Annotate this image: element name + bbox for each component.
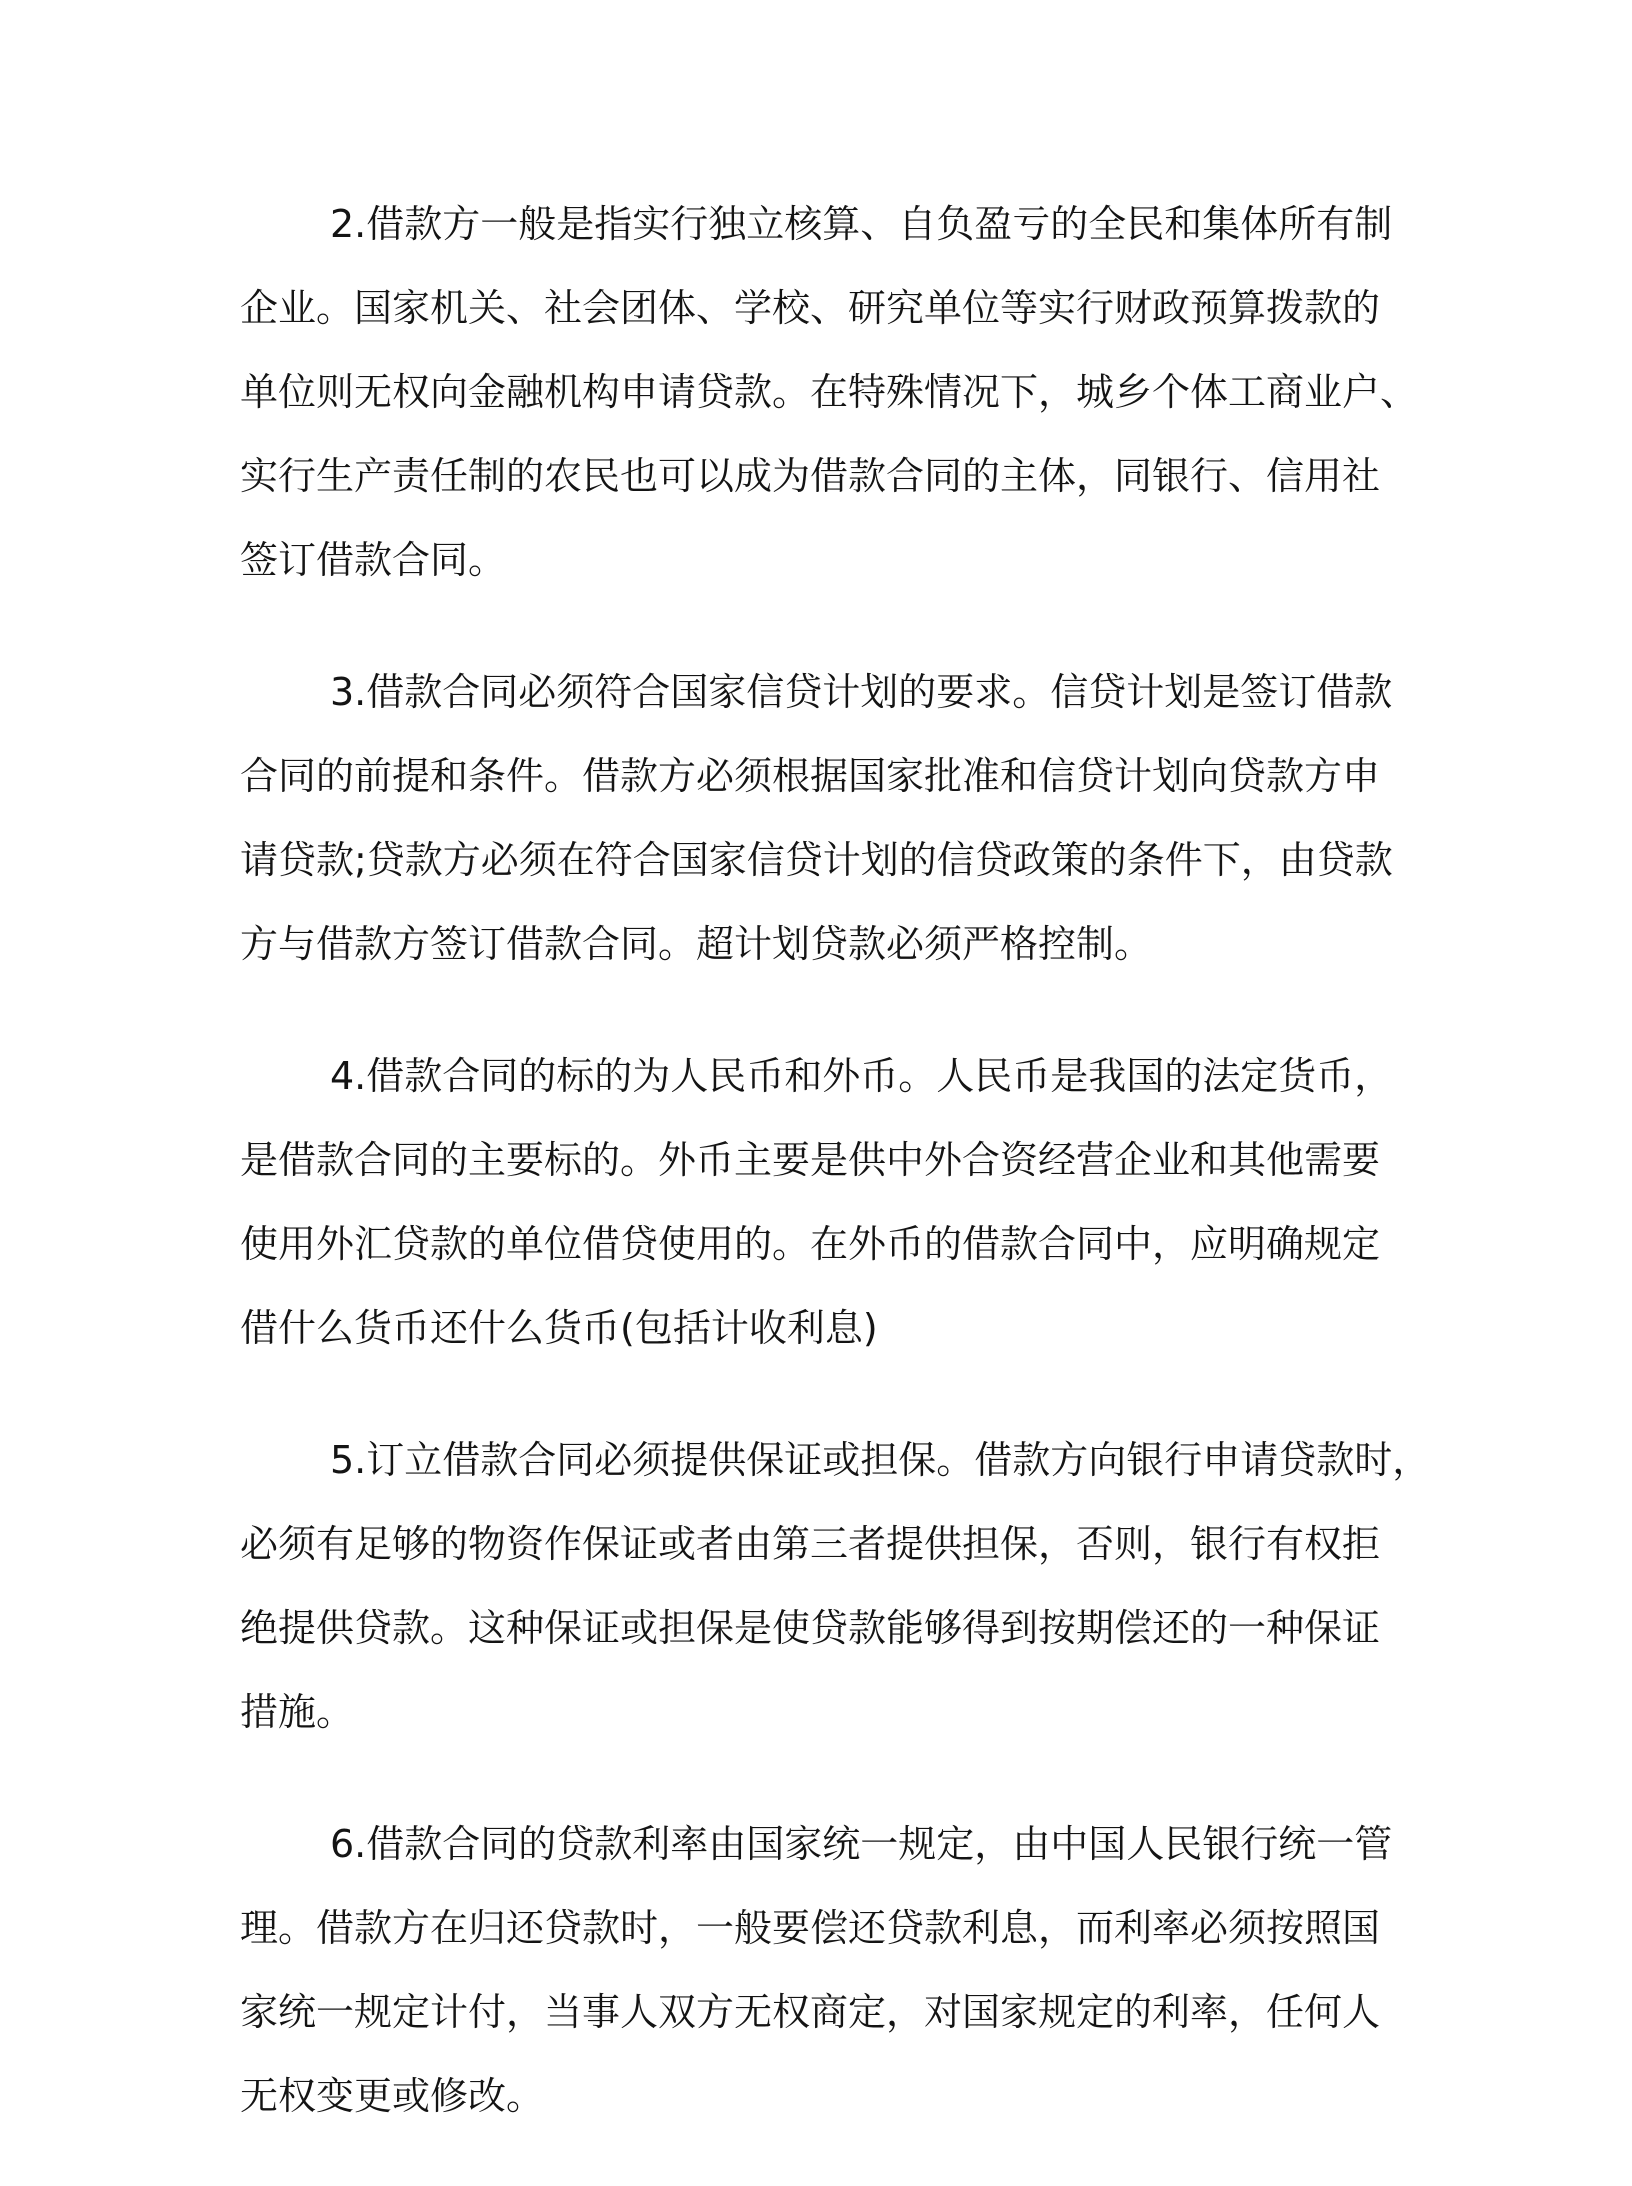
paragraph-line: 5.订立借款合同必须提供保证或担保。借款方向银行申请贷款时， — [330, 1438, 1431, 1482]
paragraph-line: 借什么货币还什么货币(包括计收利息) — [240, 1306, 878, 1350]
paragraph-line: 企业。国家机关、社会团体、学校、研究单位等实行财政预算拨款的 — [240, 286, 1381, 330]
paragraph-line: 理。借款方在归还贷款时，一般要偿还贷款利息，而利率必须按照国 — [240, 1906, 1381, 1950]
paragraph-line: 无权变更或修改。 — [240, 2074, 545, 2118]
paragraph-line: 措施。 — [240, 1690, 355, 1734]
paragraph-line: 是借款合同的主要标的。外币主要是供中外合资经营企业和其他需要 — [240, 1138, 1381, 1182]
paragraph-line: 2.借款方一般是指实行独立核算、自负盈亏的全民和集体所有制 — [330, 202, 1393, 246]
paragraph-3 — [240, 650, 1393, 986]
paragraph-4 — [240, 1034, 1393, 1370]
paragraph-line: 使用外汇贷款的单位借贷使用的。在外币的借款合同中，应明确规定 — [240, 1222, 1381, 1266]
paragraph-line: 实行生产责任制的农民也可以成为借款合同的主体，同银行、信用社 — [240, 454, 1381, 498]
document-page — [240, 182, 1431, 2186]
paragraph-line: 4.借款合同的标的为人民币和外币。人民币是我国的法定货币， — [330, 1054, 1393, 1098]
paragraph-line: 合同的前提和条件。借款方必须根据国家批准和信贷计划向贷款方申 — [240, 754, 1381, 798]
paragraph-2 — [240, 182, 1419, 602]
paragraph-6 — [240, 1802, 1393, 2138]
paragraph-line: 6.借款合同的贷款利率由国家统一规定，由中国人民银行统一管 — [330, 1822, 1393, 1866]
paragraph-line: 方与借款方签订借款合同。超计划贷款必须严格控制。 — [240, 922, 1153, 966]
paragraph-line: 请贷款;贷款方必须在符合国家信贷计划的信贷政策的条件下，由贷款 — [240, 838, 1393, 882]
paragraph-5 — [240, 1418, 1431, 1754]
paragraph-line: 必须有足够的物资作保证或者由第三者提供担保，否则，银行有权拒 — [240, 1522, 1381, 1566]
paragraph-line: 家统一规定计付，当事人双方无权商定，对国家规定的利率，任何人 — [240, 1990, 1381, 2034]
paragraph-line: 绝提供贷款。这种保证或担保是使贷款能够得到按期偿还的一种保证 — [240, 1606, 1381, 1650]
paragraph-line: 3.借款合同必须符合国家信贷计划的要求。信贷计划是签订借款 — [330, 670, 1393, 714]
paragraph-line: 单位则无权向金融机构申请贷款。在特殊情况下，城乡个体工商业户、 — [240, 370, 1419, 414]
paragraph-line: 签订借款合同。 — [240, 538, 507, 582]
